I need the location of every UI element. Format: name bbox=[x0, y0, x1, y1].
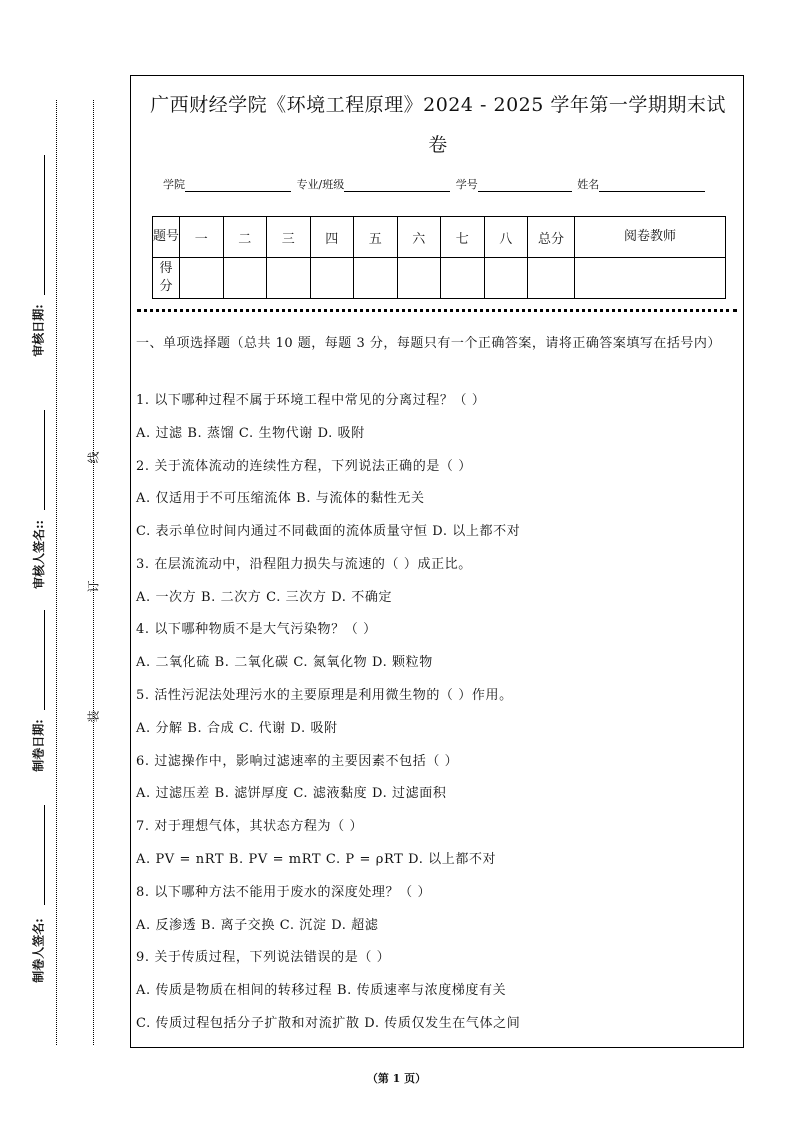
question-9: 9. 关于传质过程，下列说法错误的是（ ） bbox=[136, 950, 391, 965]
college-field[interactable] bbox=[185, 180, 291, 192]
question-2: 2. 关于流体流动的连续性方程，下列说法正确的是（ ） bbox=[136, 459, 472, 474]
question-6-options: A. 过滤压差 B. 滤饼厚度 C. 滤液黏度 D. 过滤面积 bbox=[136, 786, 447, 801]
dotted-separator bbox=[137, 309, 737, 312]
name-field[interactable] bbox=[599, 180, 705, 192]
question-3-options: A. 一次方 B. 二次方 C. 三次方 D. 不确定 bbox=[136, 590, 393, 605]
binding-char-staple: 订 bbox=[86, 580, 101, 593]
exam-frame bbox=[130, 75, 744, 1048]
major-label: 专业/班级 bbox=[296, 178, 345, 191]
maker-sign-line bbox=[44, 805, 45, 905]
score-cell[interactable] bbox=[354, 258, 398, 299]
reviewer-sign-label: 审核人签名:: bbox=[31, 520, 46, 589]
college-label: 学院 bbox=[163, 178, 185, 191]
question-1: 1. 以下哪种过程不属于环境工程中常见的分离过程？（ ） bbox=[136, 393, 486, 408]
major-field[interactable] bbox=[344, 180, 450, 192]
reviewer-date-label: 审核日期: bbox=[31, 304, 46, 357]
exam-title-cont: 卷 bbox=[428, 134, 448, 156]
header-cell-6: 六 bbox=[397, 217, 441, 258]
score-cell-total[interactable] bbox=[528, 258, 575, 299]
question-8-options: A. 反渗透 B. 离子交换 C. 沉淀 D. 超滤 bbox=[136, 918, 379, 933]
maker-date-label: 制卷日期: bbox=[31, 719, 46, 772]
page-number: （第 1 页） bbox=[366, 1072, 427, 1085]
maker-date-line bbox=[44, 610, 45, 710]
outer-binding-line bbox=[56, 100, 57, 1045]
header-cell-4: 四 bbox=[310, 217, 354, 258]
header-cell-2: 二 bbox=[223, 217, 267, 258]
score-cell[interactable] bbox=[441, 258, 485, 299]
header-cell-question-no: 题号 bbox=[153, 217, 180, 258]
question-4: 4. 以下哪种物质不是大气污染物？（ ） bbox=[136, 622, 377, 637]
question-4-options: A. 二氧化硫 B. 二氧化碳 C. 氮氧化物 D. 颗粒物 bbox=[136, 655, 433, 670]
score-cell[interactable] bbox=[180, 258, 224, 299]
name-label: 姓名 bbox=[577, 178, 600, 191]
header-cell-grader: 阅卷教师 bbox=[575, 217, 726, 258]
score-table bbox=[152, 216, 726, 299]
question-5-options: A. 分解 B. 合成 C. 代谢 D. 吸附 bbox=[136, 721, 338, 736]
exam-title: 广西财经学院《环境工程原理》2024 - 2025 学年第一学期期末试 bbox=[150, 94, 726, 116]
score-cell[interactable] bbox=[310, 258, 354, 299]
question-7: 7. 对于理想气体，其状态方程为（ ） bbox=[136, 819, 364, 834]
score-cell[interactable] bbox=[223, 258, 267, 299]
score-cell[interactable] bbox=[267, 258, 311, 299]
section-1-heading: 一、单项选择题（总共 10 题，每题 3 分，每题只有一个正确答案，请将正确答案填写在括号内） bbox=[136, 336, 721, 351]
header-cell-5: 五 bbox=[354, 217, 398, 258]
binding-char-line: 线 bbox=[86, 451, 101, 464]
header-cell-1: 一 bbox=[180, 217, 224, 258]
header-cell-8: 八 bbox=[484, 217, 528, 258]
question-6: 6. 过滤操作中，影响过滤速率的主要因素不包括（ ） bbox=[136, 754, 459, 769]
question-8: 8. 以下哪种方法不能用于废水的深度处理？（ ） bbox=[136, 885, 432, 900]
score-table-header-row bbox=[153, 217, 726, 258]
student-id-field[interactable] bbox=[478, 180, 572, 192]
question-2-options-ab: A. 仅适用于不可压缩流体 B. 与流体的黏性无关 bbox=[136, 491, 425, 506]
score-table-score-row bbox=[153, 258, 726, 299]
header-cell-7: 七 bbox=[441, 217, 485, 258]
header-cell-total: 总分 bbox=[528, 217, 575, 258]
student-id-label: 学号 bbox=[455, 178, 478, 191]
student-info-row bbox=[163, 176, 707, 192]
question-5: 5. 活性污泥法处理污水的主要原理是利用微生物的（ ）作用。 bbox=[136, 688, 513, 703]
question-2-options-cd: C. 表示单位时间内通过不同截面的流体质量守恒 D. 以上都不对 bbox=[136, 524, 521, 539]
score-cell[interactable] bbox=[397, 258, 441, 299]
reviewer-sign-line bbox=[44, 410, 45, 510]
score-cell[interactable] bbox=[484, 258, 528, 299]
header-cell-3: 三 bbox=[267, 217, 311, 258]
inner-binding-line bbox=[93, 100, 94, 1045]
reviewer-date-line bbox=[44, 155, 45, 295]
question-1-options: A. 过滤 B. 蒸馏 C. 生物代谢 D. 吸附 bbox=[136, 426, 365, 441]
score-cell-grader[interactable] bbox=[575, 258, 726, 299]
score-row-label: 得分 bbox=[153, 258, 180, 299]
maker-sign-label: 制卷人签名: bbox=[31, 918, 46, 983]
question-3: 3. 在层流流动中，沿程阻力损失与流速的（ ）成正比。 bbox=[136, 557, 472, 572]
binding-char-bind: 装 bbox=[86, 710, 101, 723]
question-7-options: A. PV = nRT B. PV = mRT C. P = ρRT D. 以上都不对 bbox=[136, 852, 497, 867]
question-9-options-ab: A. 传质是物质在相间的转移过程 B. 传质速率与浓度梯度有关 bbox=[136, 983, 507, 998]
question-9-options-cd: C. 传质过程包括分子扩散和对流扩散 D. 传质仅发生在气体之间 bbox=[136, 1016, 521, 1031]
